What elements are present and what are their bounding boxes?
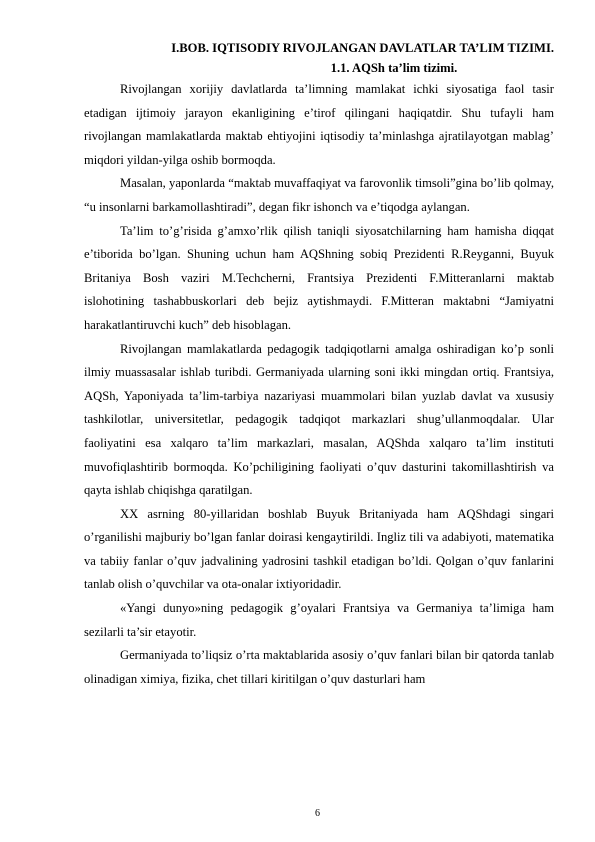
chapter-title: I.BOB. IQTISODIY RIVOJLANGAN DAVLATLAR TA’LIM TIZIMI. — [171, 41, 554, 55]
document-page — [84, 38, 554, 691]
section-title: 1.1. AQSh ta’lim tizimi. — [330, 61, 458, 75]
paragraph: Ta’lim to’g’risida g’amxo’rlik qilish taniqli siyosatchilarning ham hamisha diqqat e’tiborida bo’lgan. Shuning uchun ham AQShning sobiq Prezidenti R.Reyganni, Buyuk Britaniya Bosh vaziri M.Techcherni, Frantsiya Prezidenti F.Mitteranlarni maktab islohotining tashabbuskorlari deb bejiz aytishmaydi. F.Mitteran maktabni “Jamiyatni harakatlantiruvchi kuch” deb hisoblagan. — [84, 223, 554, 332]
paragraph: Rivojlangan xorijiy davlatlarda ta’limning mamlakat ichki siyosatiga faol tasir etadigan ijtimoiy jarayon ekanligining e’tirof qilingani haqiqatdir. Shu tufayli ham rivojlangan mamlakatlarda maktab ehtiyojini iqtisodiy ta’minlashga ajratilayotgan mablag’ miqdori yildan-yilga oshib bormoqda. — [84, 82, 554, 167]
paragraph: XX asrning 80-yillaridan boshlab Buyuk Britaniyada ham AQShdagi singari o’rganilishi majburiy bo’lgan fanlar doirasi kengaytirildi. Ingliz tili va adabiyoti, matematika va tabiiy fanlar o’quv jadvalining yadrosini tashkil etadigan bo’ldi. Qolgan o’quv fanlarini tanlab olish o’quvchilar va ota-onalar ixtiyoridadir. — [84, 506, 554, 592]
paragraph: Germaniyada to’liqsiz o’rta maktablarida asosiy o’quv fanlari bilan bir qatorda tanlab olinadigan ximiya, fizika, chet tillari kiritilgan o’quv dasturlari ham — [84, 648, 554, 686]
paragraph: Masalan, yaponlarda “maktab muvaffaqiyat va farovonlik timsoli”gina bo’lib qolmay, “u insonlarni barkamollashtiradi”, degan fikr ishonch va e’tiqodga aylangan. — [84, 176, 554, 214]
paragraph: Rivojlangan mamlakatlarda pedagogik tadqiqotlarni amalga oshiradigan ko’p sonli ilmiy muassasalar ishlab turibdi. Germaniyada ularning soni ikki mingdan ortiq. Frantsiya, AQSh, Yaponiyada ta’lim-tarbiya nazariyasi muammolari bilan yuzlab davlat va xususiy tashkilotlar, universitetlar, pedagogik tadqiqot markazlari shug’ullanmoqdalar. Ular faoliyatini esa xalqaro ta’lim markazlari, masalan, AQShda xalqaro ta’lim instituti muvofiqlashtirib bormoqda. Ko’pchiligining faoliyati o’quv dasturini takomillashtirish va qayta ishlab chiqishga qaratilgan. — [84, 341, 554, 498]
page-number: 6 — [315, 808, 320, 819]
paragraph: «Yangi dunyo»ning pedagogik g’oyalari Frantsiya va Germaniya ta’limiga ham sezilarli ta’sir etayotir. — [84, 601, 554, 639]
